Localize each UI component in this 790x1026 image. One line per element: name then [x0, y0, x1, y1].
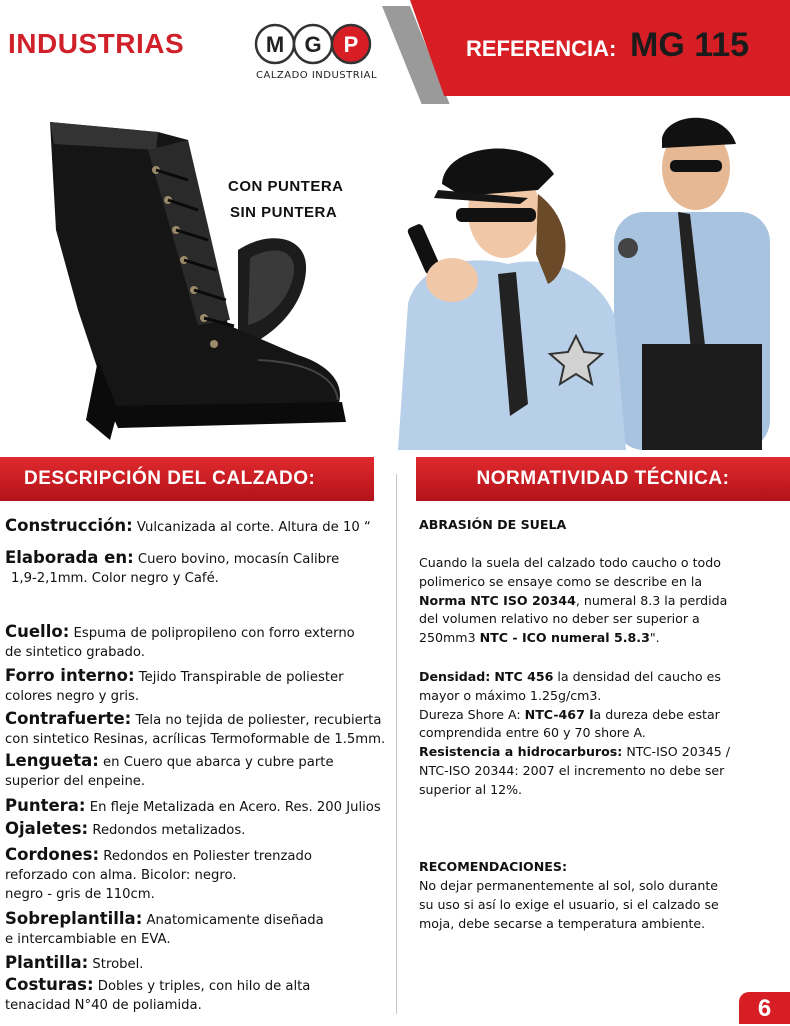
spec-text: Tela no tejida de poliester, recubierta [135, 713, 382, 728]
spec-cordones [5, 845, 397, 904]
spec-costuras [5, 975, 397, 1015]
spec-text: Redondos metalizados. [92, 823, 246, 838]
spec-contrafuerte [5, 709, 397, 749]
logo-subtitle: CALZADO INDUSTRIAL [256, 70, 378, 81]
spec-label: Cuello: [5, 622, 70, 641]
norm-reference: NTC 456 [494, 669, 554, 684]
spec-text: Vulcanizada al corte. Altura de 10 “ [136, 520, 371, 535]
spec-cuello [5, 622, 397, 662]
density-paragraph [419, 668, 779, 800]
spec-text: Cuero bovino, mocasín Calibre [137, 552, 340, 567]
option-sin-puntera: SIN PUNTERA [230, 204, 338, 221]
text-line: ". [649, 630, 660, 646]
spec-text: Espuma de polipropileno con forro externo [73, 626, 355, 641]
spec-text: reforzado con alma. Bicolor: negro. [5, 868, 237, 883]
spec-text: negro - gris de 110cm. [5, 887, 155, 902]
logo-letter-p: P [343, 32, 359, 57]
text-line: NTC-ISO 20344: 2007 el incremento no debe ser [419, 762, 725, 778]
spec-text: de sintetico grabado. [5, 645, 145, 660]
spec-text: Redondos en Poliester trenzado [103, 849, 312, 864]
spec-label: Lengueta: [5, 751, 99, 770]
norm-reference: NTC - ICO numeral 5.8.3 [479, 630, 650, 646]
text-line: , numeral 8.3 la perdida [575, 592, 728, 608]
spec-text: En fleje Metalizada en Acero. Res. 200 Julios [89, 800, 381, 815]
text-line: a dureza debe estar [593, 706, 720, 722]
text-line: la densidad del caucho es [557, 669, 721, 684]
spec-label: Costuras: [5, 975, 94, 994]
spec-elaborada [5, 548, 397, 588]
text-line: polimerico se ensaye como se describe en la [419, 573, 703, 589]
description-section-title: DESCRIPCIÓN DEL CALZADO: [0, 457, 374, 501]
logo-letter-g: G [304, 32, 322, 57]
spec-text: 1,9-2,1mm. Color negro y Café. [11, 571, 219, 586]
reference-label: REFERENCIA: [466, 36, 617, 61]
text-line: mayor o máximo 1.25g/cm3. [419, 687, 602, 703]
spec-lengueta [5, 751, 397, 791]
spec-construccion [5, 516, 397, 537]
abrasion-title: ABRASIÓN DE SUELA [419, 517, 567, 532]
text-line: del volumen relativo no deber ser superior a [419, 611, 700, 627]
spec-label: Elaborada en: [5, 548, 134, 567]
text-line: No dejar permanentemente al sol, solo durante [419, 878, 719, 893]
text-line: NTC-ISO 20345 / [626, 744, 731, 760]
spec-text: con sintetico Resinas, acrílicas Termoformable de 1.5mm. [5, 732, 386, 747]
spec-text: en Cuero que abarca y cubre parte [103, 755, 334, 770]
norm-reference: Norma NTC ISO 20344 [419, 592, 576, 608]
option-con-puntera: CON PUNTERA [228, 178, 344, 195]
spec-text: superior del enpeine. [5, 774, 146, 789]
spec-text: e intercambiable en EVA. [5, 932, 171, 947]
norm-reference: NTC-467 l [524, 706, 594, 722]
hardness-label: Dureza Shore A: [419, 706, 521, 722]
recommendations-paragraph [419, 877, 779, 933]
technical-section-title: NORMATIVIDAD TÉCNICA: [416, 457, 790, 501]
resistance-label: Resistencia a hidrocarburos: [419, 744, 623, 760]
reference-value: MG 115 [630, 26, 750, 64]
spec-label: Construcción: [5, 516, 133, 535]
spec-text: colores negro y gris. [5, 689, 140, 704]
spec-plantilla [5, 953, 397, 974]
spec-label: Ojaletes: [5, 819, 89, 838]
boot-image [38, 110, 358, 450]
spec-text: Anatomicamente diseñada [146, 913, 324, 928]
spec-text: Tejido Transpirable de poliester [138, 670, 344, 685]
brand-name: INDUSTRIAS [8, 28, 185, 59]
spec-forro [5, 666, 397, 706]
logo-letter-m: M [265, 32, 285, 57]
mgp-logo [254, 20, 372, 68]
text-line: Cuando la suela del calzado todo caucho o todo [419, 555, 721, 570]
spec-text: Dobles y triples, con hilo de alta [97, 979, 311, 994]
text-line: superior al 12%. [419, 781, 523, 797]
spec-ojaletes [5, 819, 397, 840]
page-number: 6 [739, 992, 790, 1024]
security-guards-photo [378, 104, 790, 450]
spec-label: Plantilla: [5, 953, 89, 972]
spec-text: tenacidad N°40 de poliamida. [5, 998, 202, 1013]
spec-text: Strobel. [92, 957, 144, 972]
text-line: comprendida entre 60 y 70 shore A. [419, 725, 646, 741]
recommendations-title: RECOMENDACIONES: [419, 859, 568, 874]
text-line: su uso si así lo exige el usuario, si el calzado se [419, 896, 719, 912]
spec-puntera [5, 796, 397, 817]
spec-label: Contrafuerte: [5, 709, 132, 728]
text-line: moja, debe secarse a temperatura ambiente. [419, 915, 706, 931]
abrasion-paragraph [419, 554, 779, 648]
spec-label: Cordones: [5, 845, 100, 864]
spec-label: Forro interno: [5, 666, 135, 685]
spec-label: Puntera: [5, 796, 86, 815]
spec-label: Sobreplantilla: [5, 909, 143, 928]
spec-sobreplantilla [5, 909, 397, 949]
density-label: Densidad: [419, 669, 491, 684]
text-line: 250mm3 [419, 630, 480, 646]
